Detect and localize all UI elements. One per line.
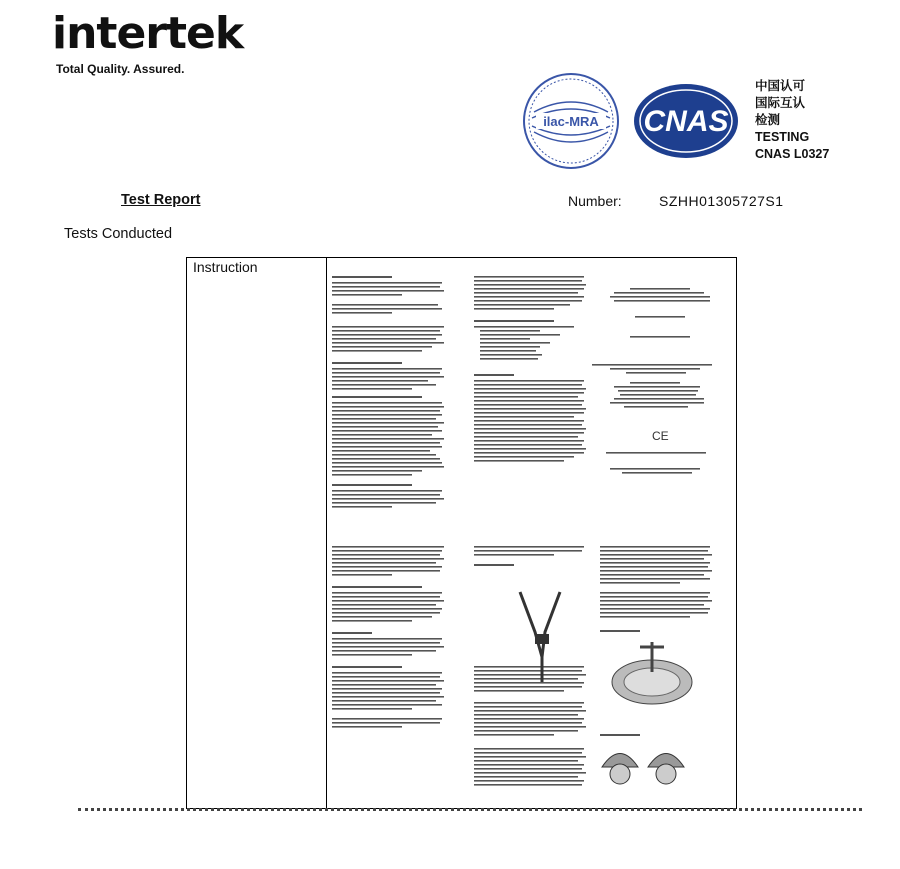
instruction-manual-scan <box>330 262 734 807</box>
ilac-mra-logo <box>522 72 620 170</box>
accreditation-line: 国际互认 <box>755 96 806 110</box>
ilac-text: ilac-MRA <box>543 114 599 129</box>
accreditation-line: 检测 <box>755 113 781 127</box>
report-number: SZHH01305727S1 <box>659 193 784 209</box>
accreditation-line: 中国认可 <box>755 79 806 93</box>
logo-tagline: Total Quality. Assured. <box>56 62 185 76</box>
accreditation-line: TESTING <box>755 130 810 144</box>
row-label-instruction: Instruction <box>193 259 258 275</box>
intertek-logo: intertek <box>52 8 244 59</box>
svg-text:CE: CE <box>652 429 669 443</box>
section-heading: Tests Conducted <box>64 226 173 242</box>
table-column-divider <box>326 257 327 809</box>
accreditation-line: CNAS L0327 <box>755 147 830 161</box>
cnas-logo <box>632 82 740 160</box>
page-separator <box>78 808 862 811</box>
report-title: Test Report <box>121 192 201 208</box>
cnas-text: CNAS <box>643 105 729 138</box>
accreditation-text <box>755 78 829 163</box>
report-number-label: Number: <box>568 193 622 209</box>
